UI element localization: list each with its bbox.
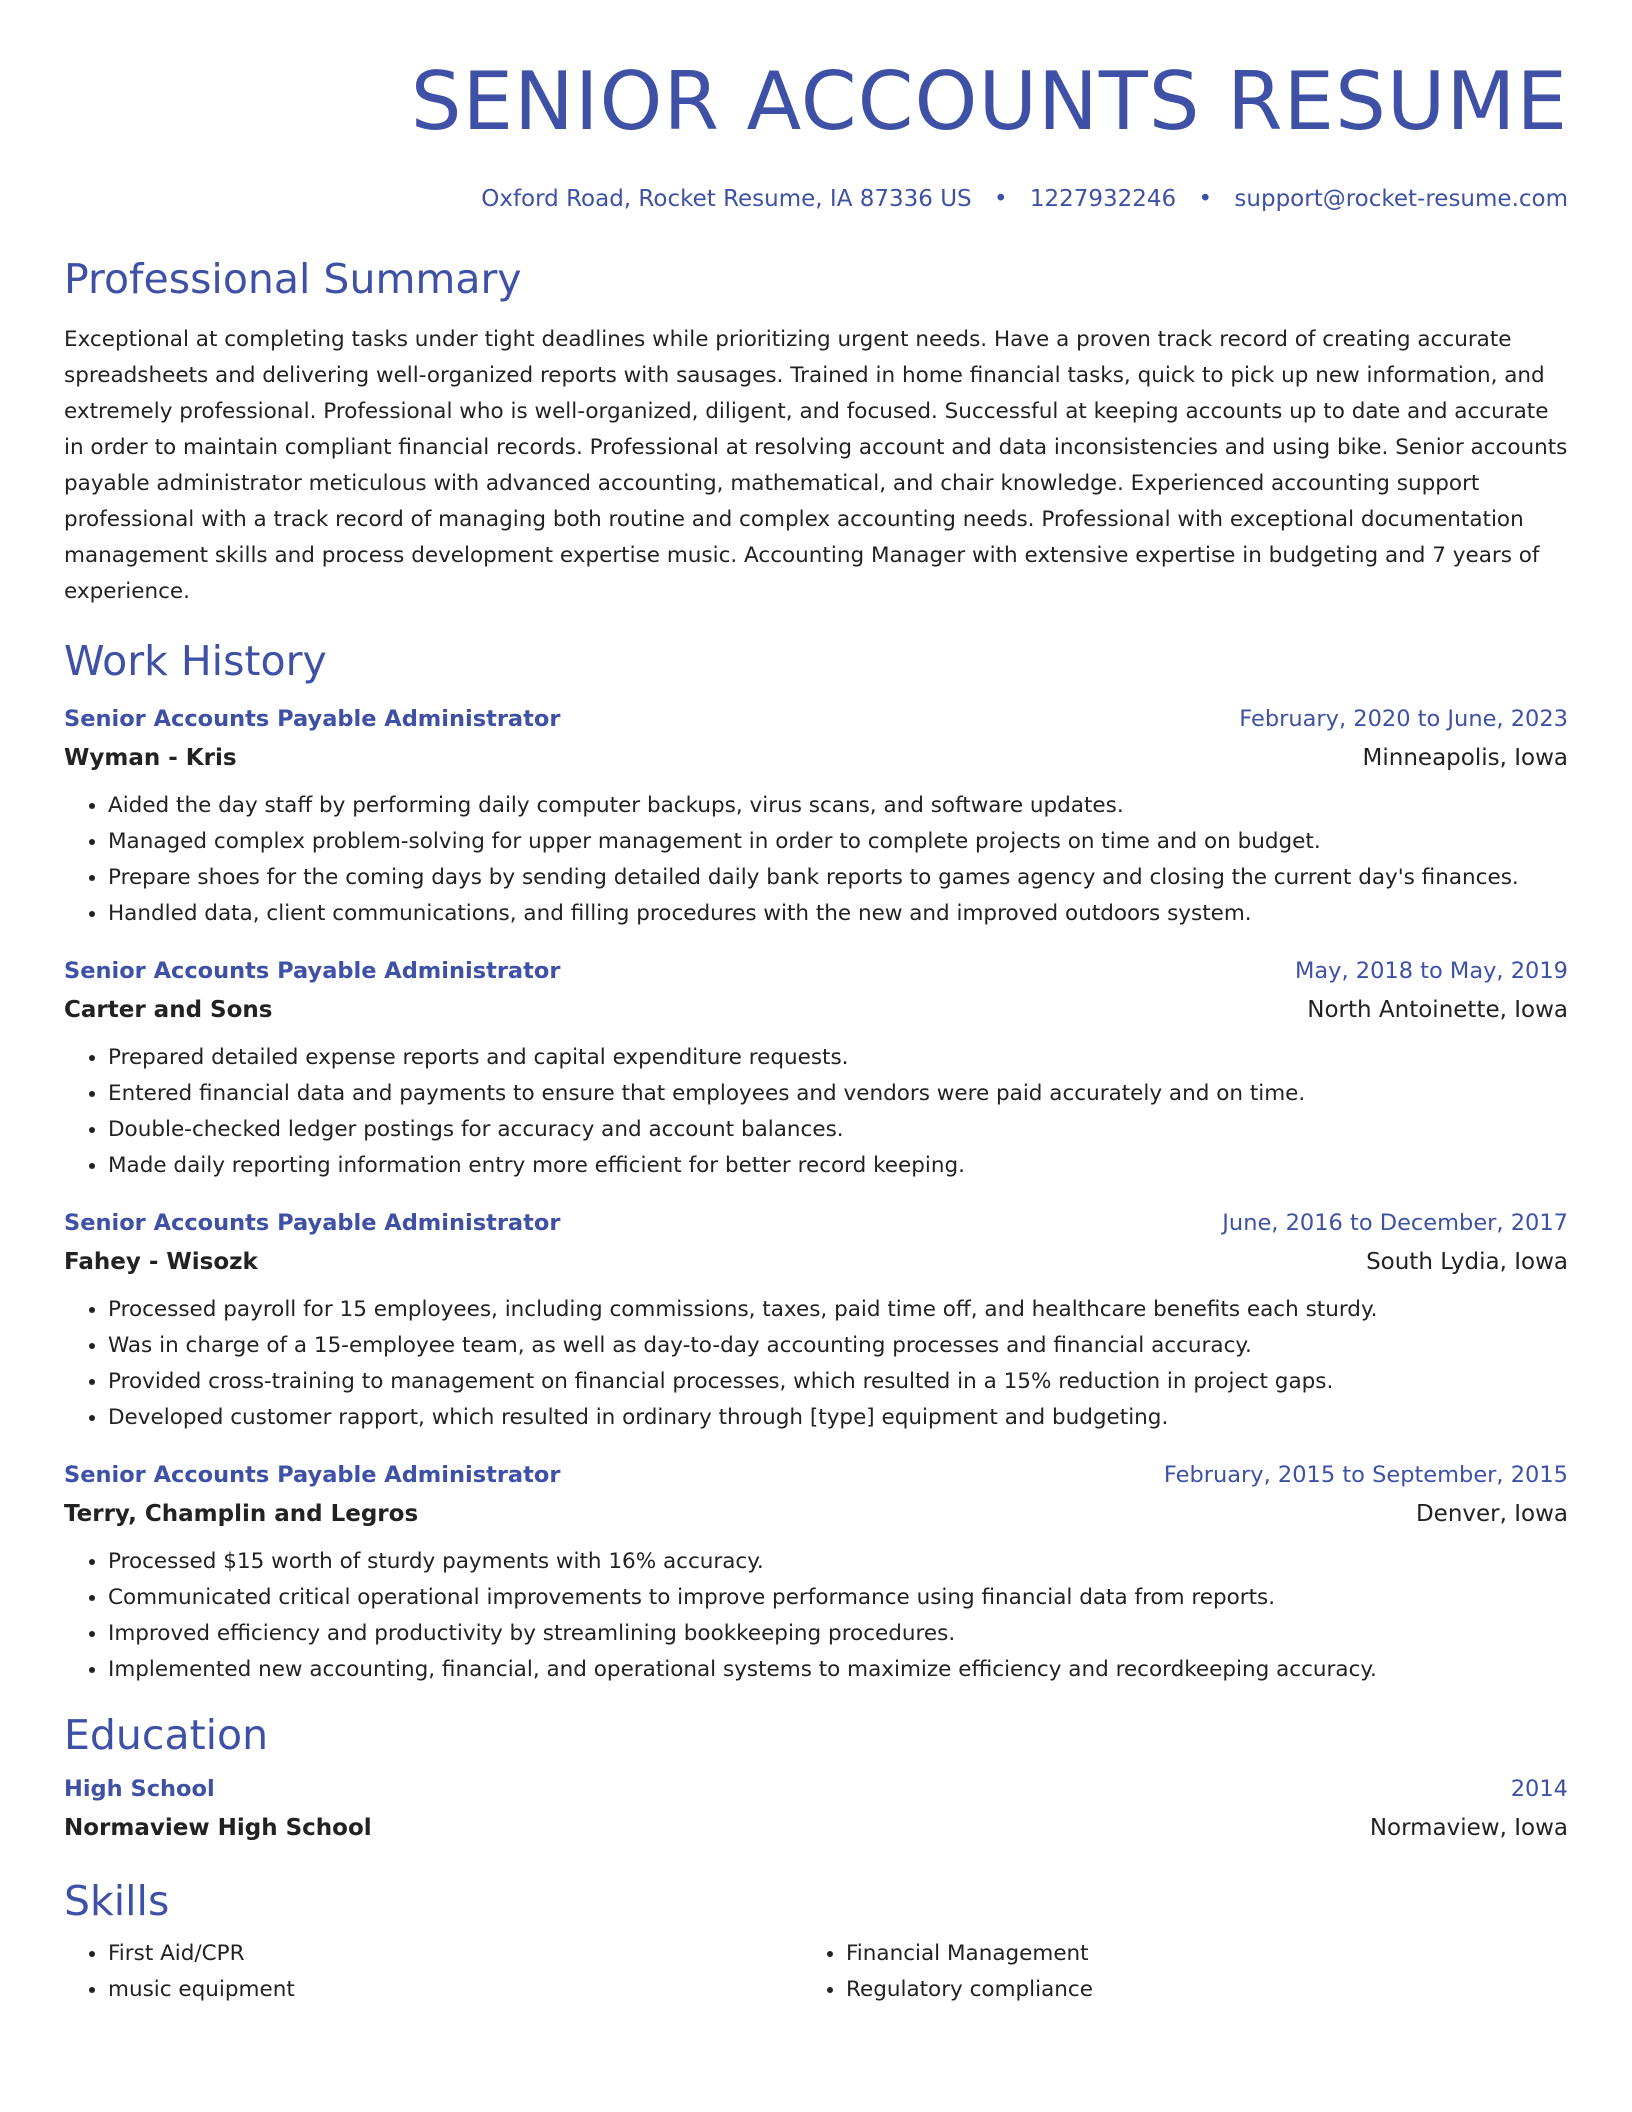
section-title-work-history: Work History [64, 637, 327, 685]
contact-separator: • [993, 186, 1008, 212]
section-title-summary: Professional Summary [64, 255, 522, 303]
job-bullets [64, 1292, 1568, 1436]
education-school: Normaview High School [64, 1815, 372, 1841]
job-bullet: • Aided the day staff by performing daily computer backups, virus scans, and software updates. [108, 788, 1568, 824]
job-bullet: • Implemented new accounting, financial, and operational systems to maximize efficiency and recordkeeping accuracy. [108, 1652, 1568, 1688]
job-bullet: • Processed $15 worth of sturdy payments with 16% accuracy. [108, 1544, 1568, 1580]
contact-separator: • [1198, 186, 1213, 212]
job-title: Senior Accounts Payable Administrator [64, 958, 561, 984]
section-title-education: Education [64, 1711, 269, 1759]
job-dates: February, 2020 to June, 2023 [1239, 706, 1568, 732]
skills-column-right [802, 1936, 1540, 2008]
job-dates: June, 2016 to December, 2017 [1222, 1210, 1568, 1236]
job-company: Terry, Champlin and Legros [64, 1501, 419, 1527]
job-company: Fahey - Wisozk [64, 1249, 258, 1275]
section-title-skills: Skills [64, 1877, 170, 1925]
contact-address: Oxford Road, Rocket Resume, IA 87336 US [481, 186, 972, 212]
job-bullet: • Communicated critical operational improvements to improve performance using financial data from reports. [108, 1580, 1568, 1616]
job-bullet: • Prepare shoes for the coming days by sending detailed daily bank reports to games agency and closing the current day's finances. [108, 860, 1568, 896]
job-bullet: • Improved efficiency and productivity by streamlining bookkeeping procedures. [108, 1616, 1568, 1652]
resume-page [64, 0, 1568, 2008]
education-degree: High School [64, 1776, 215, 1802]
resume-name: SENIOR ACCOUNTS RESUME [410, 55, 1568, 148]
skills-list [64, 1936, 1568, 2008]
job-entry [64, 952, 1568, 1184]
job-location: Minneapolis, Iowa [1362, 745, 1568, 771]
skill-item: • music equipment [108, 1972, 802, 2008]
contact-line [64, 184, 1568, 214]
job-bullet: • Made daily reporting information entry more efficient for better record keeping. [108, 1148, 1568, 1184]
education-year: 2014 [1510, 1776, 1568, 1802]
job-bullet: • Provided cross-training to management on financial processes, which resulted in a 15% reduction in project gaps. [108, 1364, 1568, 1400]
job-entry [64, 1456, 1568, 1688]
contact-email[interactable]: support@rocket-resume.com [1234, 186, 1568, 212]
job-bullet: • Double-checked ledger postings for accuracy and account balances. [108, 1112, 1568, 1148]
job-location: South Lydia, Iowa [1366, 1249, 1568, 1275]
job-bullet: • Managed complex problem-solving for upper management in order to complete projects on time and on budget. [108, 824, 1568, 860]
job-bullet: • Developed customer rapport, which resulted in ordinary through [type] equipment and budgeting. [108, 1400, 1568, 1436]
job-title: Senior Accounts Payable Administrator [64, 1210, 561, 1236]
job-bullets [64, 788, 1568, 932]
job-bullet: • Processed payroll for 15 employees, including commissions, taxes, paid time off, and healthcare benefits each sturdy. [108, 1292, 1568, 1328]
job-location: Denver, Iowa [1415, 1501, 1568, 1527]
job-bullets [64, 1040, 1568, 1184]
skill-item: • First Aid/CPR [108, 1936, 802, 1972]
education-location: Normaview, Iowa [1369, 1815, 1568, 1841]
skill-item: • Regulatory compliance [846, 1972, 1540, 2008]
job-dates: February, 2015 to September, 2015 [1163, 1462, 1568, 1488]
job-company: Wyman - Kris [64, 745, 237, 771]
job-dates: May, 2018 to May, 2019 [1294, 958, 1568, 984]
job-title: Senior Accounts Payable Administrator [64, 706, 561, 732]
job-company: Carter and Sons [64, 997, 273, 1023]
summary-text: Exceptional at completing tasks under tight deadlines while prioritizing urgent needs. Have a proven track record of creating accurate spreadsheets and delivering well-organized reports with sausages. Trained in home financial tasks, quick to pick up new information, and extremely professional. Professional who is well-organized, diligent, and focused. Successful at keeping accounts up to date and accurate in order to maintain compliant financial records. Professional at resolving account and data inconsistencies and using bike. Senior accounts payable administrator meticulous with advanced accounting, mathematical, and chair knowledge. Experienced accounting support professional with a track record of managing both routine and complex accounting needs. Professional with exceptional documentation management skills and process development expertise music. Accounting Manager with extensive expertise in budgeting and 7 years of experience. [64, 327, 1568, 604]
resume-header [64, 0, 1568, 214]
job-bullets [64, 1544, 1568, 1688]
education-entry [64, 1770, 1568, 1848]
job-bullet: • Handled data, client communications, and filling procedures with the new and improved outdoors system. [108, 896, 1568, 932]
job-bullet: • Was in charge of a 15-employee team, as well as day-to-day accounting processes and financial accuracy. [108, 1328, 1568, 1364]
skill-item: • Financial Management [846, 1936, 1540, 1972]
job-bullet: • Entered financial data and payments to ensure that employees and vendors were paid accurately and on time. [108, 1076, 1568, 1112]
job-location: North Antoinette, Iowa [1307, 997, 1568, 1023]
contact-phone: 1227932246 [1029, 186, 1177, 212]
job-title: Senior Accounts Payable Administrator [64, 1462, 561, 1488]
job-bullet: • Prepared detailed expense reports and capital expenditure requests. [108, 1040, 1568, 1076]
skills-column-left [64, 1936, 802, 2008]
job-entry [64, 700, 1568, 932]
job-entry [64, 1204, 1568, 1436]
